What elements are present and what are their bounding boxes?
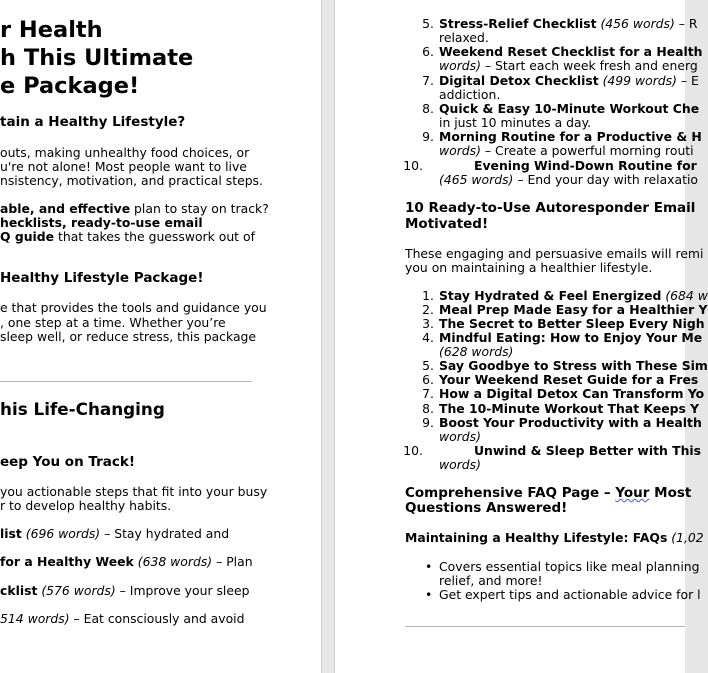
heading-faq-cont: Questions Answered! bbox=[405, 500, 568, 516]
page-gap bbox=[321, 0, 335, 673]
bullet-glyph: • bbox=[425, 587, 433, 602]
faq-bullet: Covers essential topics like meal planning bbox=[439, 559, 700, 574]
email-item: The Secret to Better Sleep Every Nigh bbox=[439, 316, 705, 331]
title-line-3: e Package! bbox=[0, 73, 140, 99]
list-number: 9. bbox=[422, 415, 434, 430]
list-number: 2. bbox=[422, 302, 434, 317]
list-item: 514 words) – Eat consciously and avoid bbox=[0, 611, 245, 626]
plan-line-1: able, and effective plan to stay on track? bbox=[0, 201, 269, 216]
list-item: list (696 words) – Stay hydrated and bbox=[0, 526, 230, 541]
package-line-2: , one step at a time. Whether you’re bbox=[0, 315, 226, 330]
checklist-item: Morning Routine for a Productive & H bbox=[439, 129, 702, 144]
email-item: Say Goodbye to Stress with These Sim bbox=[439, 358, 708, 373]
checklist-item-cont: relaxed. bbox=[439, 30, 489, 45]
heading-keep: eep You on Track! bbox=[0, 454, 136, 470]
email-item-cont: words) bbox=[439, 457, 481, 472]
keep-line-2: r to develop healthy habits. bbox=[0, 498, 172, 513]
email-item: Stay Hydrated & Feel Energized (684 w bbox=[439, 288, 708, 303]
list-number: 6. bbox=[422, 372, 434, 387]
email-item-cont: (628 words) bbox=[439, 344, 514, 359]
keep-line-1: you actionable steps that fit into your busy bbox=[0, 484, 268, 499]
checklist-item-cont: words) – Create a powerful morning routi bbox=[439, 143, 694, 158]
checklist-item: Quick & Easy 10-Minute Workout Che bbox=[439, 101, 700, 116]
heading-autoresponder: 10 Ready-to-Use Autoresponder Email bbox=[405, 200, 696, 216]
email-item: Meal Prep Made Easy for a Healthier Y bbox=[439, 302, 708, 317]
section-divider bbox=[405, 626, 685, 627]
list-number: 7. bbox=[422, 386, 434, 401]
checklist-item: Evening Wind-Down Routine for bbox=[474, 158, 697, 173]
section-divider bbox=[0, 381, 252, 382]
faq-title: Maintaining a Healthy Lifestyle: FAQs (1,02 bbox=[405, 530, 704, 545]
plan-line-3: Q guide that takes the guesswork out of bbox=[0, 229, 255, 244]
heading-faq: Comprehensive FAQ Page – Your Most bbox=[405, 485, 692, 501]
list-number: 8. bbox=[422, 101, 434, 116]
package-line-3: sleep well, or reduce stress, this package bbox=[0, 329, 257, 344]
checklist-item: Weekend Reset Checklist for a Health bbox=[439, 44, 703, 59]
email-item: Unwind & Sleep Better with This bbox=[474, 443, 702, 458]
checklist-item: Digital Detox Checklist (499 words) – E bbox=[439, 73, 699, 88]
checklist-item: Stress-Relief Checklist (456 words) – R bbox=[439, 16, 698, 31]
heading-autoresponder-cont: Motivated! bbox=[405, 216, 489, 232]
list-number: 6. bbox=[422, 44, 434, 59]
email-item-cont: words) bbox=[439, 429, 481, 444]
checklist-item-cont: addiction. bbox=[439, 87, 501, 102]
plan-line-2: hecklists, ready-to-use email bbox=[0, 215, 203, 230]
email-item: Mindful Eating: How to Enjoy Your Me bbox=[439, 330, 703, 345]
heading-change: his Life-Changing bbox=[0, 399, 165, 419]
email-item: Your Weekend Reset Guide for a Fres bbox=[439, 372, 699, 387]
list-number: 1. bbox=[422, 288, 434, 303]
list-item: cklist (576 words) – Improve your sleep bbox=[0, 583, 250, 598]
bullet-glyph: • bbox=[425, 559, 433, 574]
intro-line-3: nsistency, motivation, and practical steps. bbox=[0, 173, 263, 188]
list-number: 3. bbox=[422, 316, 434, 331]
package-line-1: e that provides the tools and guidance you bbox=[0, 300, 267, 315]
list-number: 10. bbox=[403, 443, 423, 458]
left-page bbox=[0, 0, 321, 673]
checklist-item-cont: words) – Start each week fresh and energ bbox=[439, 58, 698, 73]
list-number: 5. bbox=[422, 16, 434, 31]
auto-text-line-2: you on maintaining a healthier lifestyle. bbox=[405, 260, 653, 275]
right-page bbox=[334, 0, 708, 673]
list-number: 8. bbox=[422, 401, 434, 416]
checklist-item-cont: in just 10 minutes a day. bbox=[439, 115, 592, 130]
faq-bullet: Get expert tips and actionable advice for l bbox=[439, 587, 701, 602]
list-item: for a Healthy Week (638 words) – Plan bbox=[0, 554, 253, 569]
intro-line-2: u're not alone! Most people want to live bbox=[0, 159, 247, 174]
email-item: How a Digital Detox Can Transform Yo bbox=[439, 386, 705, 401]
list-number: 7. bbox=[422, 73, 434, 88]
list-number: 4. bbox=[422, 330, 434, 345]
list-number: 5. bbox=[422, 358, 434, 373]
email-item: The 10-Minute Workout That Keeps Y bbox=[439, 401, 700, 416]
list-number: 9. bbox=[422, 129, 434, 144]
faq-bullet-cont: relief, and more! bbox=[439, 573, 543, 588]
email-item: Boost Your Productivity with a Health bbox=[439, 415, 702, 430]
intro-line-1: outs, making unhealthy food choices, or bbox=[0, 145, 250, 160]
checklist-item-cont: (465 words) – End your day with relaxatio bbox=[439, 172, 698, 187]
auto-text-line-1: These engaging and persuasive emails will remi bbox=[405, 246, 704, 261]
title-line-1: r Health bbox=[0, 17, 103, 43]
heading-maintain: tain a Healthy Lifestyle? bbox=[0, 114, 186, 130]
title-line-2: h This Ultimate bbox=[0, 45, 194, 71]
list-number: 10. bbox=[403, 158, 423, 173]
heading-package: Healthy Lifestyle Package! bbox=[0, 270, 204, 286]
